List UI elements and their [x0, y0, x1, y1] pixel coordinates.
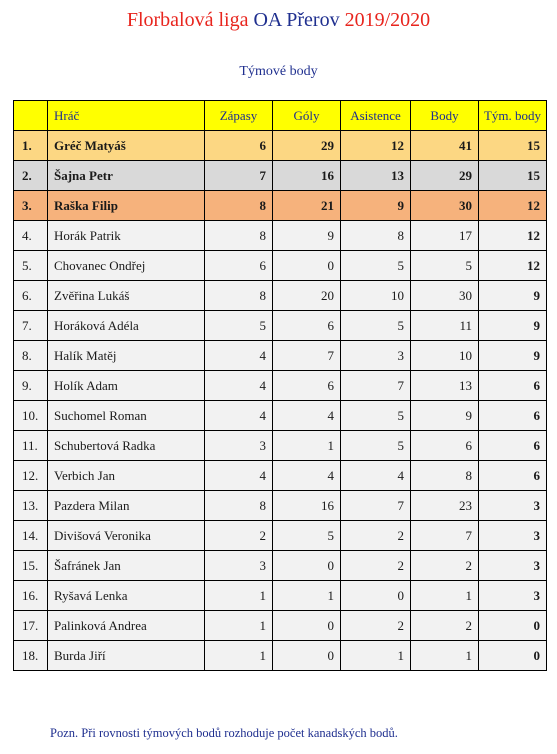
row-points: 9 [411, 401, 479, 431]
row-goals: 9 [273, 221, 341, 251]
row-assists: 10 [341, 281, 411, 311]
row-team-points: 6 [479, 431, 547, 461]
row-goals: 16 [273, 491, 341, 521]
row-player-name: Šafránek Jan [48, 551, 205, 581]
row-rank: 11. [14, 431, 48, 461]
row-player-name: Raška Filip [48, 191, 205, 221]
row-matches: 2 [205, 521, 273, 551]
row-rank: 17. [14, 611, 48, 641]
row-points: 29 [411, 161, 479, 191]
title-part-1: Florbalová liga [126, 9, 249, 31]
header-goals: Góly [273, 101, 341, 131]
row-team-points: 6 [479, 401, 547, 431]
row-assists: 7 [341, 371, 411, 401]
table-row [14, 401, 547, 431]
row-team-points: 15 [479, 131, 547, 161]
row-points: 13 [411, 371, 479, 401]
row-assists: 1 [341, 641, 411, 671]
row-player-name: Halík Matěj [48, 341, 205, 371]
table-row [14, 161, 547, 191]
row-player-name: Pazdera Milan [48, 491, 205, 521]
row-team-points: 12 [479, 251, 547, 281]
row-goals: 0 [273, 611, 341, 641]
row-points: 30 [411, 281, 479, 311]
row-player-name: Ryšavá Lenka [48, 581, 205, 611]
header-player: Hráč [48, 101, 205, 131]
row-matches: 7 [205, 161, 273, 191]
header-rank [14, 101, 48, 131]
row-matches: 8 [205, 221, 273, 251]
row-rank: 10. [14, 401, 48, 431]
row-player-name: Šajna Petr [48, 161, 205, 191]
row-goals: 5 [273, 521, 341, 551]
row-rank: 12. [14, 461, 48, 491]
row-points: 30 [411, 191, 479, 221]
row-player-name: Verbich Jan [48, 461, 205, 491]
row-rank: 4. [14, 221, 48, 251]
row-player-name: Zvěřina Lukáš [48, 281, 205, 311]
row-player-name: Holík Adam [48, 371, 205, 401]
row-points: 11 [411, 311, 479, 341]
row-player-name: Horáková Adéla [48, 311, 205, 341]
row-points: 8 [411, 461, 479, 491]
table-header-row [14, 101, 547, 131]
row-points: 2 [411, 611, 479, 641]
table-row [14, 311, 547, 341]
row-team-points: 12 [479, 221, 547, 251]
row-goals: 6 [273, 371, 341, 401]
row-assists: 2 [341, 551, 411, 581]
row-team-points: 0 [479, 641, 547, 671]
row-player-name: Chovanec Ondřej [48, 251, 205, 281]
row-matches: 1 [205, 581, 273, 611]
table-row [14, 641, 547, 671]
table-row [14, 341, 547, 371]
row-matches: 4 [205, 461, 273, 491]
row-goals: 21 [273, 191, 341, 221]
row-assists: 5 [341, 311, 411, 341]
table-row [14, 461, 547, 491]
row-rank: 7. [14, 311, 48, 341]
row-rank: 9. [14, 371, 48, 401]
row-assists: 12 [341, 131, 411, 161]
row-team-points: 3 [479, 521, 547, 551]
row-matches: 6 [205, 251, 273, 281]
row-assists: 7 [341, 491, 411, 521]
page-subtitle: Týmové body [239, 64, 318, 79]
row-rank: 3. [14, 191, 48, 221]
row-goals: 0 [273, 641, 341, 671]
row-goals: 20 [273, 281, 341, 311]
row-points: 17 [411, 221, 479, 251]
row-matches: 4 [205, 341, 273, 371]
row-assists: 3 [341, 341, 411, 371]
row-rank: 6. [14, 281, 48, 311]
row-points: 2 [411, 551, 479, 581]
table-row [14, 131, 547, 161]
row-player-name: Gréč Matyáš [48, 131, 205, 161]
row-matches: 8 [205, 491, 273, 521]
row-team-points: 0 [479, 611, 547, 641]
row-rank: 8. [14, 341, 48, 371]
row-team-points: 12 [479, 191, 547, 221]
title-part-4: 2019/2020 [344, 9, 431, 31]
row-assists: 8 [341, 221, 411, 251]
row-points: 5 [411, 251, 479, 281]
row-points: 6 [411, 431, 479, 461]
row-team-points: 6 [479, 371, 547, 401]
table-row [14, 431, 547, 461]
row-team-points: 6 [479, 461, 547, 491]
row-goals: 29 [273, 131, 341, 161]
row-team-points: 9 [479, 341, 547, 371]
row-assists: 5 [341, 431, 411, 461]
table-row [14, 581, 547, 611]
title-part-3: Přerov [286, 9, 340, 31]
row-matches: 1 [205, 611, 273, 641]
row-rank: 16. [14, 581, 48, 611]
row-matches: 8 [205, 281, 273, 311]
row-team-points: 9 [479, 281, 547, 311]
row-team-points: 15 [479, 161, 547, 191]
row-points: 23 [411, 491, 479, 521]
table-row [14, 521, 547, 551]
row-assists: 5 [341, 251, 411, 281]
row-team-points: 9 [479, 311, 547, 341]
row-matches: 6 [205, 131, 273, 161]
table-row [14, 281, 547, 311]
row-player-name: Suchomel Roman [48, 401, 205, 431]
row-player-name: Burda Jiří [48, 641, 205, 671]
row-goals: 6 [273, 311, 341, 341]
row-matches: 5 [205, 311, 273, 341]
row-team-points: 3 [479, 491, 547, 521]
row-matches: 3 [205, 551, 273, 581]
row-assists: 13 [341, 161, 411, 191]
standings-table [13, 100, 547, 671]
row-rank: 2. [14, 161, 48, 191]
row-player-name: Divišová Veronika [48, 521, 205, 551]
row-goals: 1 [273, 431, 341, 461]
footnote: Pozn. Při rovnosti týmových bodů rozhoduje počet kanadských bodů. [50, 726, 398, 740]
row-player-name: Palinková Andrea [48, 611, 205, 641]
row-goals: 0 [273, 251, 341, 281]
row-assists: 0 [341, 581, 411, 611]
row-rank: 18. [14, 641, 48, 671]
row-points: 1 [411, 581, 479, 611]
row-goals: 0 [273, 551, 341, 581]
row-goals: 4 [273, 401, 341, 431]
row-player-name: Horák Patrik [48, 221, 205, 251]
row-matches: 3 [205, 431, 273, 461]
row-goals: 4 [273, 461, 341, 491]
table-row [14, 251, 547, 281]
table-row [14, 491, 547, 521]
row-points: 1 [411, 641, 479, 671]
row-goals: 1 [273, 581, 341, 611]
page-title [0, 6, 557, 34]
row-points: 10 [411, 341, 479, 371]
table-row [14, 221, 547, 251]
table-row [14, 371, 547, 401]
row-matches: 4 [205, 401, 273, 431]
row-team-points: 3 [479, 551, 547, 581]
row-assists: 4 [341, 461, 411, 491]
row-points: 7 [411, 521, 479, 551]
table-row [14, 191, 547, 221]
row-assists: 5 [341, 401, 411, 431]
title-part-2: OA [253, 9, 282, 31]
row-rank: 13. [14, 491, 48, 521]
row-points: 41 [411, 131, 479, 161]
row-rank: 5. [14, 251, 48, 281]
row-matches: 1 [205, 641, 273, 671]
row-assists: 9 [341, 191, 411, 221]
table-row [14, 611, 547, 641]
header-team-points: Tým. body [479, 101, 547, 131]
row-matches: 8 [205, 191, 273, 221]
row-player-name: Schubertová Radka [48, 431, 205, 461]
row-goals: 16 [273, 161, 341, 191]
row-rank: 14. [14, 521, 48, 551]
row-goals: 7 [273, 341, 341, 371]
row-assists: 2 [341, 611, 411, 641]
header-assists: Asistence [341, 101, 411, 131]
header-matches: Zápasy [205, 101, 273, 131]
header-points: Body [411, 101, 479, 131]
row-assists: 2 [341, 521, 411, 551]
table-row [14, 551, 547, 581]
row-rank: 15. [14, 551, 48, 581]
row-team-points: 3 [479, 581, 547, 611]
row-rank: 1. [14, 131, 48, 161]
row-matches: 4 [205, 371, 273, 401]
